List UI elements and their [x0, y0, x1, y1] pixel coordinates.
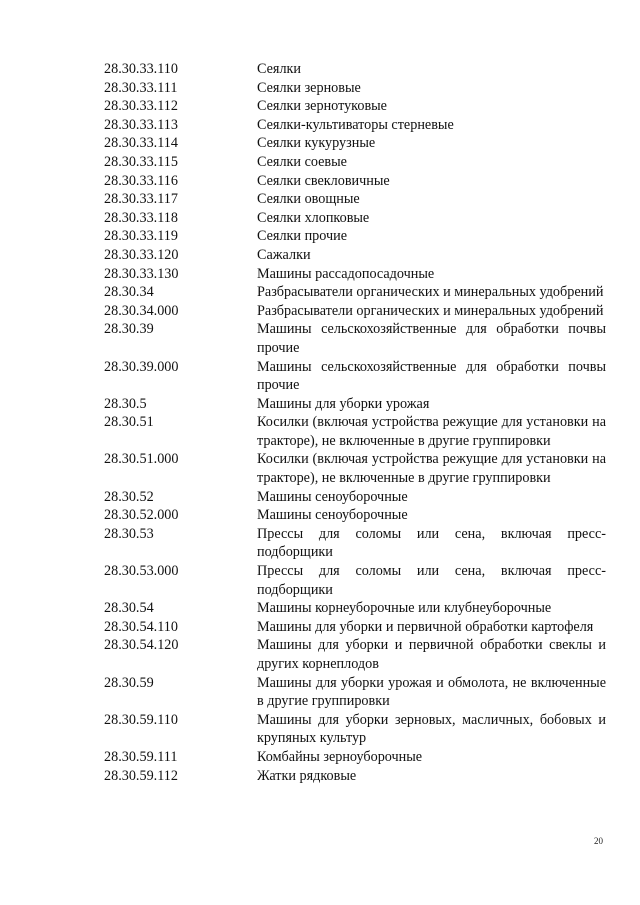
row-name: Сеялки хлопковые [257, 209, 370, 226]
table-row [104, 748, 606, 767]
row-name: Прессы для соломы или сена, включая пресс-подборщики [257, 525, 606, 561]
table-row [104, 767, 606, 786]
table-row [104, 320, 606, 357]
row-code: 28.30.59.111 [104, 748, 178, 765]
table-row [104, 97, 606, 116]
table-row [104, 506, 606, 525]
row-name: Сеялки овощные [257, 191, 360, 208]
table-row [104, 60, 606, 79]
row-code: 28.30.33.116 [104, 172, 178, 189]
row-code: 28.30.51.000 [104, 451, 179, 468]
row-name: Сеялки зернотуковые [257, 98, 387, 115]
row-name: Машины сеноуборочные [257, 507, 408, 524]
row-code: 28.30.52.000 [104, 507, 179, 524]
table-row [104, 636, 606, 673]
row-name: Сеялки соевые [257, 153, 347, 170]
row-name: Машины для уборки урожая и обмолота, не включенные в другие группировки [257, 674, 606, 710]
row-name: Сеялки [257, 61, 302, 77]
row-code: 28.30.52 [104, 488, 154, 505]
row-name: Сеялки свекловичные [257, 172, 390, 189]
row-code: 28.30.33.113 [104, 116, 178, 133]
table-row [104, 227, 606, 246]
row-code: 28.30.33.110 [104, 61, 178, 77]
row-name: Машины для уборки и первичной обработки свеклы и других корнеплодов [257, 637, 606, 672]
row-code: 28.30.33.130 [104, 265, 179, 282]
table-row [104, 134, 606, 153]
row-name: Машины для уборки зерновых, масличных, бобовых и крупяных культур [257, 711, 606, 747]
row-code: 28.30.33.120 [104, 246, 179, 263]
row-name: Машины для уборки и первичной обработки картофеля [257, 618, 594, 635]
table-row [104, 246, 606, 265]
row-code: 28.30.39.000 [104, 358, 179, 375]
row-code: 28.30.59.110 [104, 711, 178, 728]
row-name: Разбрасыватели органических и минеральных удобрений [257, 302, 604, 319]
row-code: 28.30.33.118 [104, 209, 178, 226]
row-name: Сеялки прочие [257, 228, 348, 245]
table-row [104, 358, 606, 395]
table-row [104, 283, 606, 302]
table-row [104, 618, 606, 637]
row-code: 28.30.34.000 [104, 302, 179, 319]
row-code: 28.30.33.119 [104, 228, 178, 245]
table-row [104, 172, 606, 191]
row-code: 28.30.33.115 [104, 153, 178, 170]
table-row [104, 488, 606, 507]
classification-table [104, 60, 606, 785]
row-name: Жатки рядковые [257, 767, 357, 784]
table-row [104, 450, 606, 487]
row-code: 28.30.51 [104, 414, 154, 431]
table-row [104, 265, 606, 284]
row-code: 28.30.53.000 [104, 563, 179, 580]
table-row [104, 79, 606, 98]
row-name: Комбайны зерноуборочные [257, 748, 423, 765]
row-code: 28.30.59 [104, 674, 154, 691]
row-name: Машины рассадопосадочные [257, 265, 435, 282]
table-row [104, 395, 606, 414]
row-code: 28.30.5 [104, 395, 147, 412]
row-name: Прессы для соломы или сена, включая пресс-подборщики [257, 563, 606, 598]
row-code: 28.30.33.112 [104, 98, 178, 115]
row-name: Разбрасыватели органических и минеральных удобрений [257, 284, 604, 301]
table-row [104, 562, 606, 599]
row-name: Машины сеноуборочные [257, 488, 408, 505]
row-code: 28.30.54.120 [104, 637, 179, 654]
table-row [104, 599, 606, 618]
row-name: Сажалки [257, 246, 311, 263]
row-name: Машины корнеуборочные или клубнеуборочные [257, 600, 552, 617]
page-number: 20 [594, 836, 603, 846]
row-code: 28.30.54 [104, 600, 154, 617]
row-code: 28.30.33.114 [104, 135, 178, 152]
row-code: 28.30.59.112 [104, 767, 178, 784]
row-code: 28.30.39 [104, 321, 154, 338]
row-code: 28.30.53 [104, 525, 154, 542]
row-name: Сеялки зерновые [257, 79, 361, 96]
table-row [104, 153, 606, 172]
row-name: Косилки (включая устройства режущие для установки на тракторе), не включенные в другие группировки [257, 451, 606, 487]
table-row [104, 116, 606, 135]
table-row [104, 711, 606, 748]
table-row [104, 302, 606, 321]
row-name: Машины сельскохозяйственные для обработки почвы прочие [257, 358, 606, 394]
row-code: 28.30.54.110 [104, 618, 178, 635]
row-code: 28.30.33.111 [104, 79, 178, 96]
row-name: Машины сельскохозяйственные для обработки почвы прочие [257, 321, 606, 356]
row-name: Косилки (включая устройства режущие для установки на тракторе), не включенные в другие группировки [257, 414, 606, 449]
table-row [104, 190, 606, 209]
table-row [104, 413, 606, 450]
row-code: 28.30.33.117 [104, 191, 178, 208]
table-row [104, 209, 606, 228]
table-row [104, 525, 606, 562]
row-code: 28.30.34 [104, 284, 154, 301]
row-name: Сеялки-культиваторы стерневые [257, 116, 454, 133]
row-name: Сеялки кукурузные [257, 135, 376, 152]
table-row [104, 674, 606, 711]
row-name: Машины для уборки урожая [257, 395, 430, 412]
